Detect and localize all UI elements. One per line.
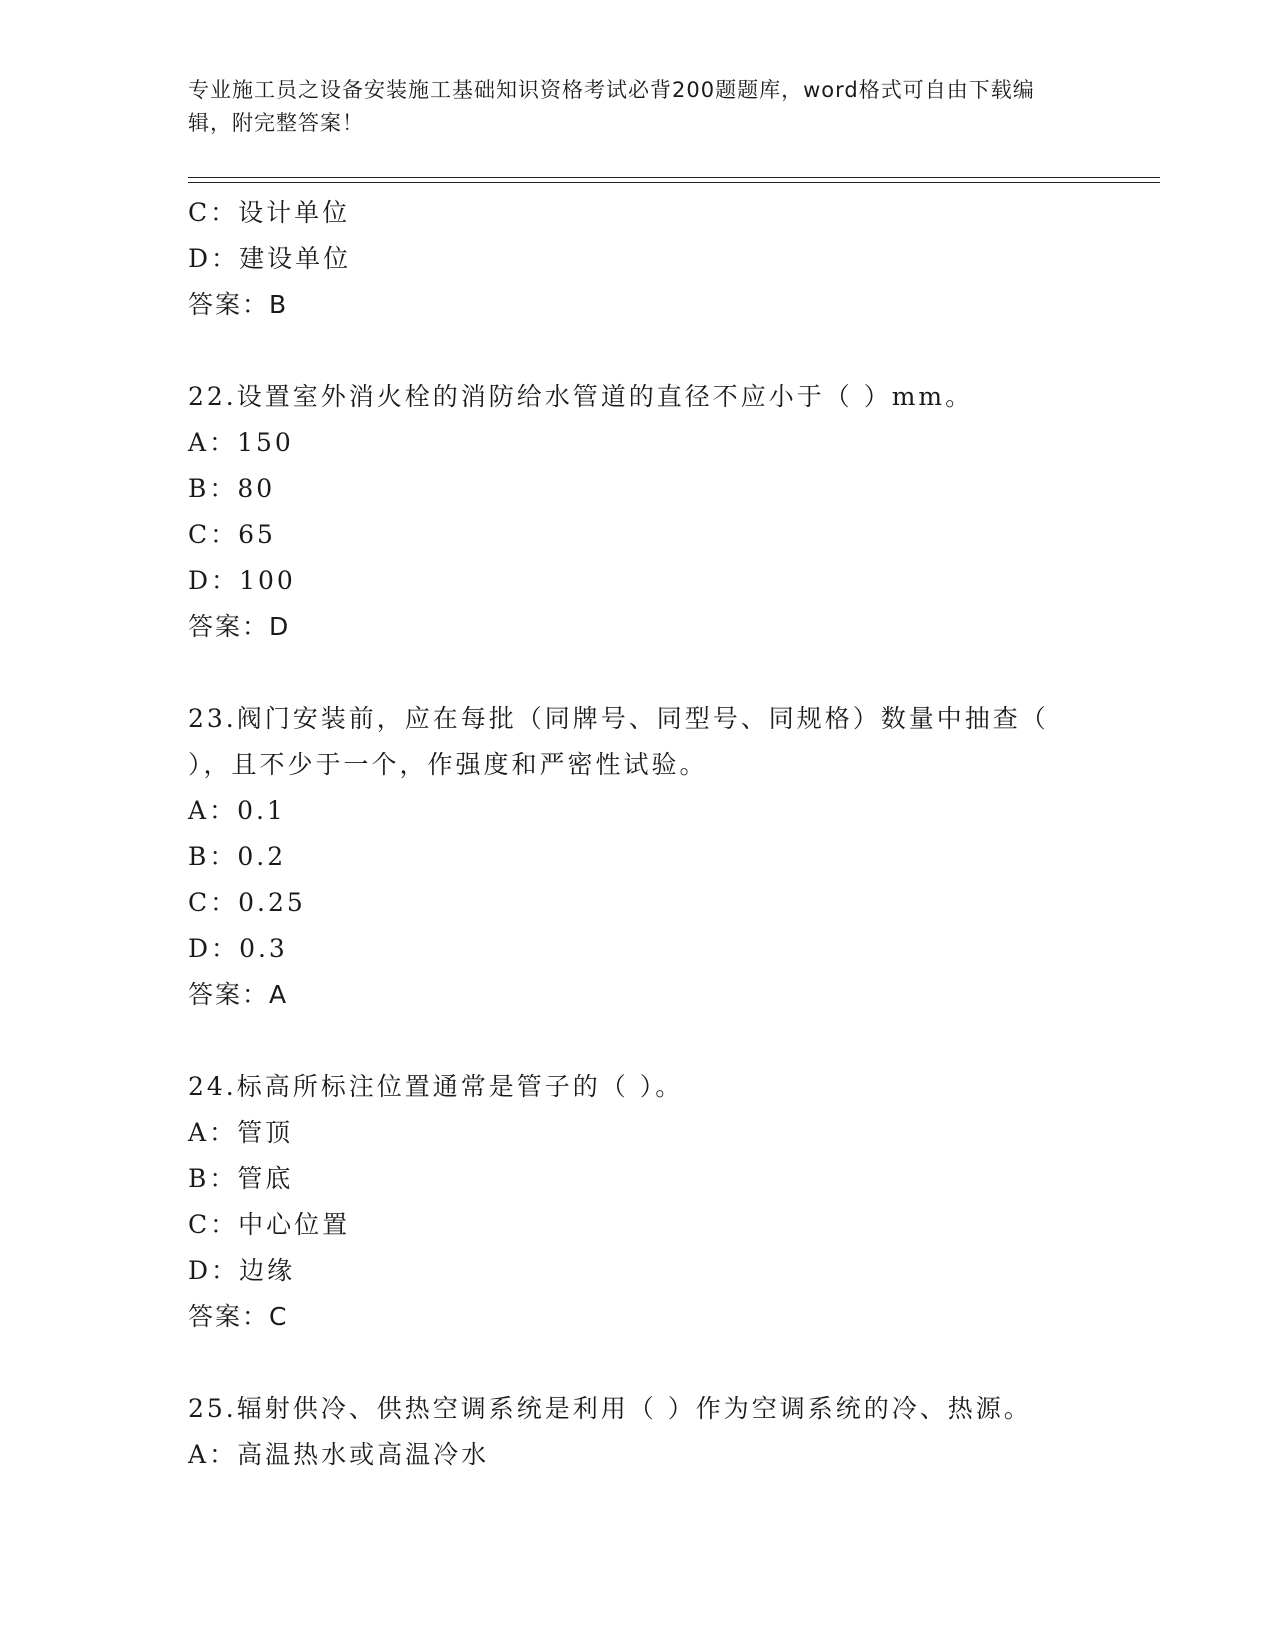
option-d: D：边缘 bbox=[188, 1256, 296, 1285]
answer-line: 答案：A bbox=[188, 980, 289, 1009]
question-stem: 22.设置室外消火栓的消防给水管道的直径不应小于（ ）mm。 bbox=[188, 382, 974, 411]
option-c: C：65 bbox=[188, 520, 276, 549]
option-d: D：建设单位 bbox=[188, 244, 352, 273]
header-rule-bottom bbox=[188, 182, 1160, 183]
question-list bbox=[188, 190, 1088, 1478]
option-a: A：0.1 bbox=[188, 796, 286, 825]
document-title: 专业施工员之设备安装施工基础知识资格考试必背200题题库，word格式可自由下载编辑，附完整答案！ bbox=[188, 78, 1035, 135]
question-stem: 23.阀门安装前，应在每批（同牌号、同型号、同规格）数量中抽查（ bbox=[188, 704, 1049, 733]
answer-line: 答案：C bbox=[188, 1302, 289, 1331]
option-c: C：中心位置 bbox=[188, 1210, 351, 1239]
page-header bbox=[188, 74, 1078, 140]
option-a: A：高温热水或高温冷水 bbox=[188, 1440, 490, 1469]
answer-line: 答案：B bbox=[188, 290, 289, 319]
question-stem: 25.辐射供冷、供热空调系统是利用（ ）作为空调系统的冷、热源。 bbox=[188, 1394, 1032, 1423]
option-d: D：0.3 bbox=[188, 934, 288, 963]
option-b: B：0.2 bbox=[188, 842, 287, 871]
option-a: A：管顶 bbox=[188, 1118, 294, 1147]
answer-line: 答案：D bbox=[188, 612, 291, 641]
option-c: C：设计单位 bbox=[188, 198, 351, 227]
header-rule-top bbox=[188, 177, 1160, 178]
question-stem-continued: ），且不少于一个，作强度和严密性试验。 bbox=[188, 750, 708, 779]
option-d: D：100 bbox=[188, 566, 296, 595]
option-a: A：150 bbox=[188, 428, 294, 457]
option-b: B：管底 bbox=[188, 1164, 294, 1193]
option-b: B：80 bbox=[188, 474, 276, 503]
option-c: C：0.25 bbox=[188, 888, 306, 917]
question-stem: 24.标高所标注位置通常是管子的（ ）。 bbox=[188, 1072, 684, 1101]
